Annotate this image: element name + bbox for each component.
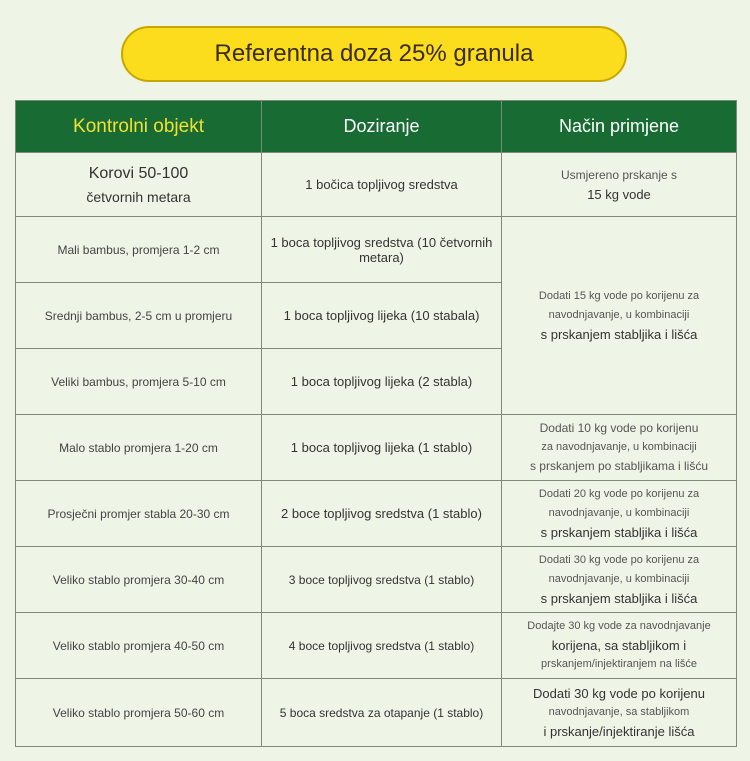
method-line: navodnjavanje, u kombinaciji [548,507,690,519]
table-row [16,679,737,747]
method-cell [502,613,737,679]
method-line: Dodati 15 kg vode po korijenu za [538,290,700,302]
dosage-cell: 1 bočica topljivog sredstva [262,153,502,217]
method-cell [502,679,737,747]
object-cell: Veliko stablo promjera 30-40 cm [16,547,262,613]
table-row [16,547,737,613]
method-cell [502,547,737,613]
object-cell: Veliki bambus, promjera 5-10 cm [16,349,262,415]
method-line: Dodati 30 kg vode po korijenu za [538,554,700,566]
method-line: Dodati 10 kg vode po korijenu [539,421,699,435]
method-line: navodnjavanje, u kombinaciji [548,573,690,585]
method-cell [502,153,737,217]
dosage-cell: 1 boca topljivog lijeka (1 stablo) [262,415,502,481]
method-line: Dodajte 30 kg vode za navodnjavanje [527,620,711,632]
method-cell [502,217,737,415]
method-line: za navodnjavanje, u kombinaciji [541,441,697,453]
page-title: Referentna doza 25% granula [121,26,627,82]
header-control-object: Kontrolni objekt [16,101,262,153]
table-row [16,415,737,481]
method-cell [502,415,737,481]
header-dosage: Doziranje [262,101,502,153]
method-line: Dodati 20 kg vode po korijenu za [538,488,700,500]
dosage-cell: 1 boca topljivog sredstva (10 četvornih metara) [262,217,502,283]
object-cell: Veliko stablo promjera 50-60 cm [16,679,262,747]
method-line: Dodati 30 kg vode po korijenu [532,686,705,701]
dosage-cell: 5 boca sredstva za otapanje (1 stablo) [262,679,502,747]
dosage-cell: 3 boce topljivog sredstva (1 stablo) [262,547,502,613]
object-label: Korovi 50-100 [88,164,189,182]
dosage-cell: 1 boca topljivog lijeka (10 stabala) [262,283,502,349]
dosage-cell: 2 boce topljivog sredstva (1 stablo) [262,481,502,547]
object-cell: Malo stablo promjera 1-20 cm [16,415,262,481]
method-line: s prskanjem stabljika i lišća [540,591,698,606]
method-line: 15 kg vode [587,186,651,202]
header-application-method: Način primjene [502,101,737,153]
method-line: s prskanjem stabljika i lišća [540,327,698,342]
table-row [16,153,737,217]
dosage-cell: 1 boca topljivog lijeka (2 stabla) [262,349,502,415]
method-line: navodnjavanje, sa stabljikom [548,706,690,718]
method-line: Usmjereno prskanje s [560,167,678,182]
table-row [16,217,737,283]
method-line: prskanjem/injektiranjem na lišće [541,658,697,670]
object-cell: Prosječni promjer stabla 20-30 cm [16,481,262,547]
method-line: s prskanjem po stabljikama i lišću [529,459,709,473]
object-cell: Mali bambus, promjera 1-2 cm [16,217,262,283]
method-line: i prskanje/injektiranje lišća [543,724,695,739]
object-cell: Veliko stablo promjera 40-50 cm [16,613,262,679]
table-row [16,613,737,679]
dosage-cell: 4 boce topljivog sredstva (1 stablo) [262,613,502,679]
table-header-row [16,101,737,153]
method-cell [502,481,737,547]
dosage-table [15,100,737,747]
object-sublabel: četvornih metara [86,188,191,205]
object-cell: Srednji bambus, 2-5 cm u promjeru [16,283,262,349]
table-row [16,481,737,547]
method-line: s prskanjem stabljika i lišća [540,525,698,540]
method-line: korijena, sa stabljikom i [551,638,687,653]
object-cell [16,153,262,217]
method-line: navodnjavanje, u kombinaciji [548,309,690,321]
